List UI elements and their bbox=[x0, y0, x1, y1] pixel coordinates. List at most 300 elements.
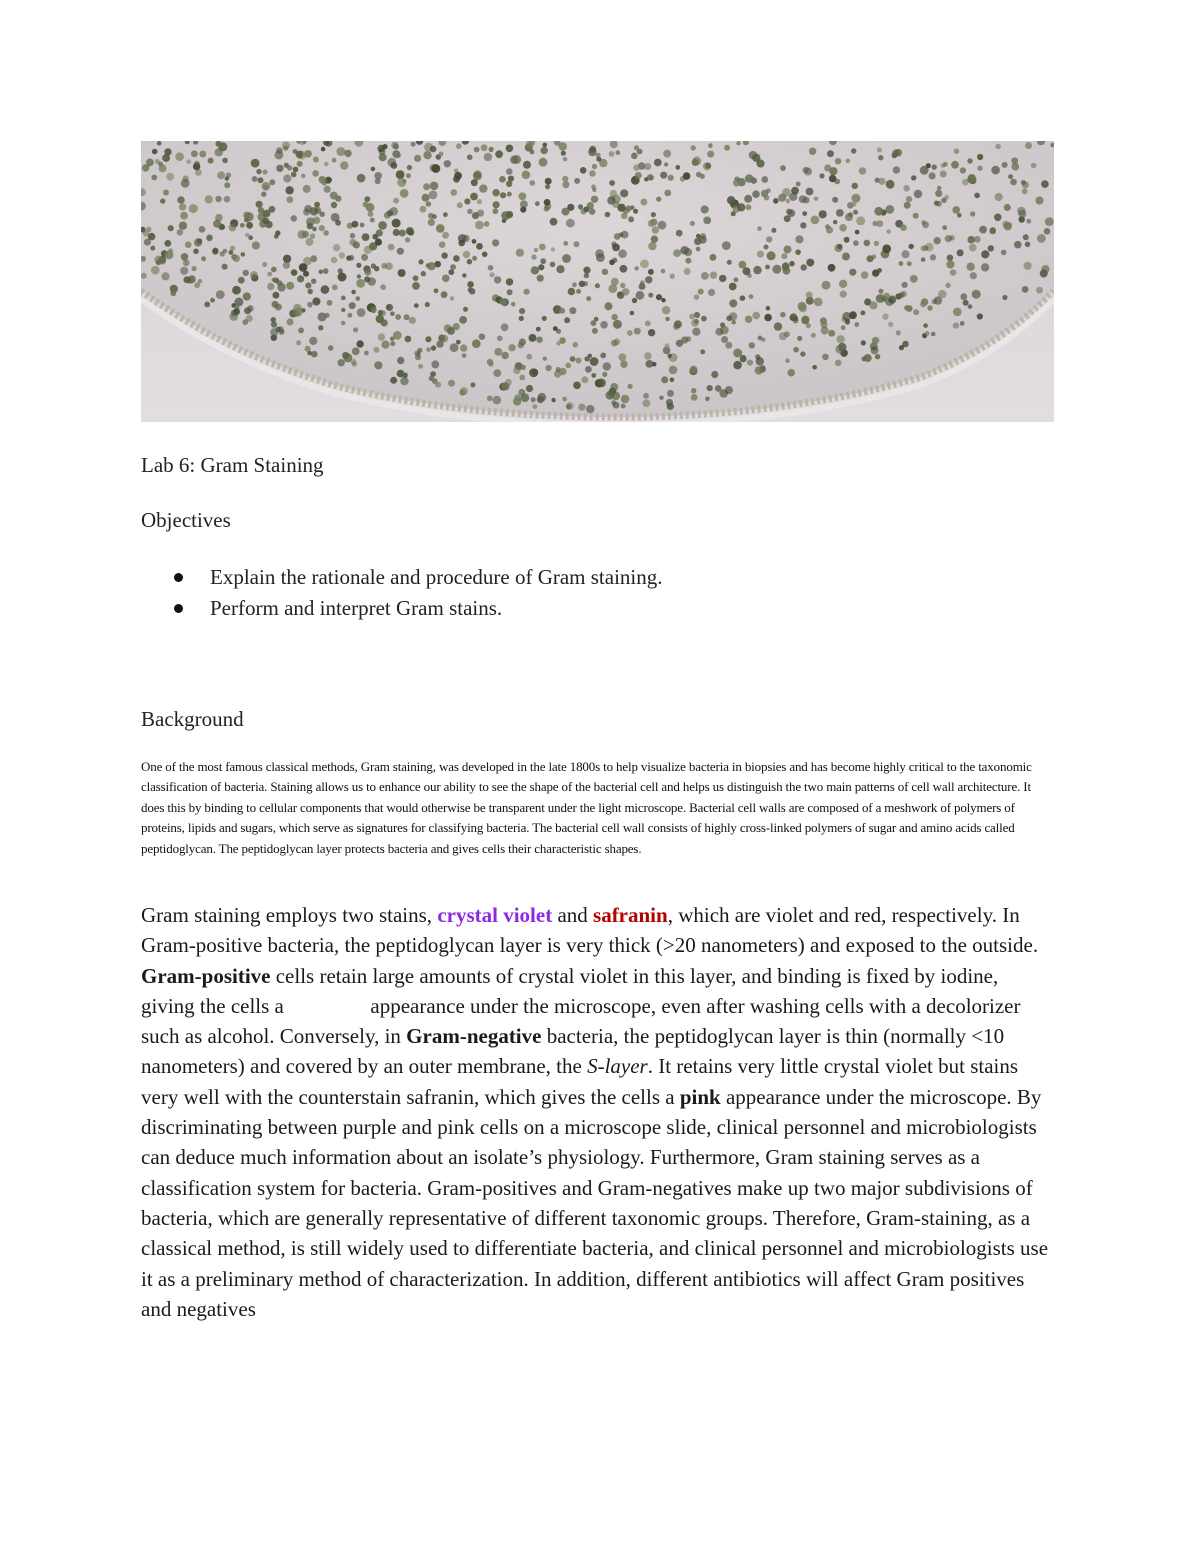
cell-dot bbox=[1026, 219, 1031, 224]
cell-dot bbox=[737, 203, 745, 211]
cell-dot bbox=[441, 291, 448, 298]
cell-dot bbox=[819, 210, 827, 218]
cell-dot bbox=[224, 182, 230, 188]
cell-dot bbox=[725, 342, 732, 349]
cell-dot bbox=[426, 201, 432, 207]
cell-dot bbox=[217, 171, 225, 179]
cell-dot bbox=[757, 251, 764, 258]
cell-dot bbox=[286, 318, 293, 325]
cell-dot bbox=[406, 173, 411, 178]
cell-dot bbox=[652, 362, 657, 367]
cell-dot bbox=[595, 249, 604, 258]
cell-dot bbox=[800, 351, 805, 356]
cell-dot bbox=[212, 248, 219, 255]
cell-dot bbox=[752, 190, 760, 198]
cell-dot bbox=[431, 345, 436, 350]
cell-dot bbox=[835, 360, 842, 367]
list-item bbox=[173, 593, 663, 624]
cell-dot bbox=[543, 143, 548, 148]
cell-dot bbox=[180, 267, 188, 275]
cell-dot bbox=[364, 276, 370, 282]
cell-dot bbox=[747, 274, 751, 278]
cell-dot bbox=[659, 396, 663, 400]
cell-dot bbox=[974, 193, 980, 199]
cell-dot bbox=[576, 289, 581, 294]
cell-dot bbox=[923, 323, 928, 328]
cell-dot bbox=[812, 365, 817, 370]
cell-dot bbox=[941, 163, 946, 168]
cell-dot bbox=[530, 150, 535, 155]
cell-dot bbox=[849, 269, 856, 276]
cell-dot bbox=[324, 162, 329, 167]
cell-dot bbox=[864, 354, 872, 362]
cell-dot bbox=[977, 154, 983, 160]
cell-dot bbox=[521, 393, 530, 402]
cell-dot bbox=[284, 163, 289, 168]
cell-dot bbox=[417, 348, 422, 353]
cell-dot bbox=[796, 182, 801, 187]
cell-dot bbox=[785, 358, 790, 363]
cell-dot bbox=[374, 266, 379, 271]
cell-dot bbox=[581, 376, 588, 383]
cell-dot bbox=[727, 260, 732, 265]
cell-dot bbox=[566, 219, 575, 228]
cell-dot bbox=[475, 221, 484, 230]
cell-dot bbox=[267, 272, 272, 277]
cell-dot bbox=[267, 283, 274, 290]
text-run: and bbox=[552, 903, 594, 927]
cell-dot bbox=[429, 376, 434, 381]
cell-dot bbox=[612, 244, 620, 252]
cell-dot bbox=[380, 284, 386, 290]
cell-dot bbox=[779, 332, 787, 340]
cell-dot bbox=[378, 221, 387, 230]
cell-dot bbox=[564, 317, 570, 323]
cell-dot bbox=[451, 189, 458, 196]
cell-dot bbox=[701, 316, 707, 322]
cell-dot bbox=[631, 153, 638, 160]
cell-dot bbox=[458, 240, 465, 247]
cell-dot bbox=[352, 362, 357, 367]
cell-dot bbox=[635, 172, 642, 179]
cell-dot bbox=[556, 265, 564, 273]
cell-dot bbox=[189, 204, 198, 213]
cell-dot bbox=[423, 183, 430, 190]
cell-dot bbox=[602, 372, 607, 377]
cell-dot bbox=[932, 164, 937, 169]
cell-dot bbox=[689, 314, 695, 320]
cell-dot bbox=[667, 390, 674, 397]
cell-dot bbox=[392, 219, 401, 228]
cell-dot bbox=[837, 244, 842, 249]
cell-dot bbox=[381, 263, 387, 269]
cell-dot bbox=[739, 261, 747, 269]
cell-dot bbox=[591, 196, 598, 203]
cell-dot bbox=[420, 206, 427, 213]
cell-dot bbox=[574, 241, 580, 247]
cell-dot bbox=[185, 241, 192, 248]
cell-dot bbox=[1023, 234, 1029, 240]
cell-dot bbox=[450, 296, 454, 300]
cell-dot bbox=[1018, 210, 1026, 218]
cell-dot bbox=[398, 269, 406, 277]
cell-dot bbox=[600, 321, 608, 329]
cell-dot bbox=[303, 209, 310, 216]
cell-dot bbox=[942, 225, 947, 230]
cell-dot bbox=[511, 302, 516, 307]
cell-dot bbox=[551, 398, 555, 402]
cell-dot bbox=[804, 168, 812, 176]
cell-dot bbox=[423, 151, 431, 159]
cell-dot bbox=[766, 236, 772, 242]
cell-dot bbox=[229, 312, 238, 321]
cell-dot bbox=[686, 336, 691, 341]
cell-dot bbox=[1037, 234, 1046, 243]
cell-dot bbox=[945, 235, 952, 242]
cell-dot bbox=[542, 316, 547, 321]
cell-dot bbox=[648, 329, 655, 336]
cell-dot bbox=[953, 322, 959, 328]
cell-dot bbox=[439, 152, 444, 157]
cell-dot bbox=[864, 240, 871, 247]
cell-dot bbox=[141, 273, 147, 279]
cell-dot bbox=[806, 188, 814, 196]
cell-dot bbox=[701, 205, 709, 213]
cell-dot bbox=[811, 216, 820, 225]
cell-dot bbox=[390, 337, 395, 342]
list-item bbox=[173, 562, 663, 593]
cell-dot bbox=[707, 385, 713, 391]
cell-dot bbox=[357, 174, 366, 183]
cell-dot bbox=[301, 174, 305, 178]
cell-dot bbox=[360, 223, 365, 228]
cell-dot bbox=[309, 337, 317, 345]
cell-dot bbox=[311, 279, 316, 284]
cell-dot bbox=[814, 197, 818, 201]
cell-dot bbox=[828, 330, 835, 337]
cell-dot bbox=[457, 202, 463, 208]
cell-dot bbox=[361, 254, 368, 261]
cell-dot bbox=[444, 324, 452, 332]
cell-dot bbox=[853, 210, 858, 215]
cell-dot bbox=[670, 378, 675, 383]
cell-dot bbox=[349, 302, 356, 309]
cell-dot bbox=[972, 290, 981, 299]
cell-dot bbox=[414, 155, 421, 162]
cell-dot bbox=[321, 285, 330, 294]
cell-dot bbox=[852, 183, 858, 189]
cell-dot bbox=[544, 199, 551, 206]
cell-dot bbox=[800, 222, 806, 228]
cell-dot bbox=[576, 358, 582, 364]
cell-dot bbox=[391, 142, 398, 149]
cell-dot bbox=[168, 225, 174, 231]
cell-dot bbox=[664, 162, 668, 166]
cell-dot bbox=[538, 393, 547, 402]
cell-dot bbox=[335, 220, 341, 226]
cell-dot bbox=[331, 202, 337, 208]
cell-dot bbox=[1002, 295, 1007, 300]
cell-dot bbox=[568, 288, 576, 296]
cell-dot bbox=[441, 252, 447, 258]
cell-dot bbox=[766, 306, 771, 311]
cell-dot bbox=[381, 341, 389, 349]
cell-dot bbox=[298, 328, 304, 334]
cell-dot bbox=[562, 176, 568, 182]
cell-dot bbox=[467, 209, 473, 215]
cell-dot bbox=[499, 176, 506, 183]
cell-dot bbox=[968, 304, 973, 309]
cell-dot bbox=[954, 149, 959, 154]
cell-dot bbox=[411, 142, 416, 147]
cell-dot bbox=[393, 198, 399, 204]
cell-dot bbox=[617, 204, 625, 212]
cell-dot bbox=[651, 212, 656, 217]
cell-dot bbox=[595, 283, 600, 288]
cell-dot bbox=[837, 335, 845, 343]
cell-dot bbox=[499, 298, 506, 305]
cell-dot bbox=[338, 273, 347, 282]
cell-dot bbox=[459, 316, 467, 324]
cell-dot bbox=[283, 146, 288, 151]
cell-dot bbox=[774, 322, 782, 330]
cell-dot bbox=[616, 150, 621, 155]
cell-dot bbox=[852, 202, 857, 207]
cell-dot bbox=[306, 238, 314, 246]
cell-dot bbox=[821, 327, 829, 335]
cell-dot bbox=[588, 148, 596, 156]
cell-dot bbox=[397, 357, 404, 364]
cell-dot bbox=[1006, 222, 1012, 228]
cell-dot bbox=[904, 202, 911, 209]
cell-dot bbox=[579, 281, 585, 287]
cell-dot bbox=[1024, 262, 1032, 270]
cell-dot bbox=[472, 256, 477, 261]
cell-dot bbox=[274, 151, 283, 160]
cell-dot bbox=[855, 230, 860, 235]
text-run: appearance under the microscope. By discriminating between purple and pink cells on a microscope slide, clinical personnel and microbiologists can deduce much information about an isolate’s physiology. Furthermore, Gram staining serves as a classification system for bacteria. Gram-positives and Gram-negatives make up two major subdivisions of bacteria, which are generally representative of different taxonomic groups. Therefore, Gram-staining, as a classical method, is still widely used to differentiate bacteria, and clinical personnel and microbiologists use it as a preliminary method of characterization. In addition, different antibiotics will affect Gram positives and negatives bbox=[141, 1084, 1049, 1321]
cell-dot bbox=[426, 263, 431, 268]
cell-dot bbox=[747, 360, 753, 366]
cell-dot bbox=[418, 259, 423, 264]
cell-dot bbox=[764, 245, 769, 250]
cell-dot bbox=[906, 196, 912, 202]
cell-dot bbox=[715, 385, 722, 392]
cell-dot bbox=[291, 172, 297, 178]
cell-dot bbox=[836, 209, 844, 217]
cell-dot bbox=[180, 212, 188, 220]
cell-dot bbox=[621, 395, 629, 403]
cell-dot bbox=[636, 291, 645, 300]
cell-dot bbox=[995, 144, 1001, 150]
cell-dot bbox=[691, 394, 698, 401]
cell-dot bbox=[882, 313, 888, 319]
cell-dot bbox=[490, 272, 495, 277]
text-run: cells retain large amounts of crystal violet in this layer, and binding is fixed by iodine, giving the cells a bbox=[141, 963, 999, 1018]
cell-dot bbox=[786, 199, 791, 204]
cell-dot bbox=[506, 278, 513, 285]
cell-dot bbox=[297, 275, 304, 282]
cell-dot bbox=[970, 272, 977, 279]
cell-dot bbox=[563, 157, 567, 161]
cell-dot bbox=[596, 153, 601, 158]
cell-dot bbox=[186, 159, 191, 164]
cell-dot bbox=[957, 213, 962, 218]
cell-dot bbox=[450, 264, 456, 270]
cell-dot bbox=[740, 295, 746, 301]
text-run: , which are violet and red, respectively. In Gram-positive bacteria, the peptidoglycan layer is very thick (>20 nanometers) and exposed to the outside. bbox=[141, 903, 1039, 958]
cell-dot bbox=[845, 213, 853, 221]
cell-dot bbox=[744, 195, 752, 203]
cell-dot bbox=[220, 251, 225, 256]
cell-dot bbox=[849, 311, 857, 319]
crystal-violet-term: crystal violet bbox=[437, 903, 553, 927]
cell-dot bbox=[767, 251, 776, 260]
cell-dot bbox=[822, 281, 831, 290]
cell-dot bbox=[995, 193, 1003, 201]
cell-dot bbox=[651, 235, 658, 242]
cell-dot bbox=[376, 229, 383, 236]
cell-dot bbox=[648, 293, 653, 298]
cell-dot bbox=[364, 196, 370, 202]
cell-dot bbox=[472, 239, 477, 244]
cell-dot bbox=[179, 222, 187, 230]
cell-dot bbox=[489, 147, 494, 152]
cell-dot bbox=[733, 361, 742, 370]
cell-dot bbox=[963, 300, 969, 306]
cell-dot bbox=[911, 175, 916, 180]
cell-dot bbox=[665, 317, 669, 321]
cell-dot bbox=[395, 314, 401, 320]
cell-dot bbox=[694, 294, 699, 299]
cell-dot bbox=[230, 246, 235, 251]
cell-dot bbox=[592, 188, 596, 192]
cell-dot bbox=[634, 266, 639, 271]
cell-dot bbox=[193, 249, 199, 255]
cell-dot bbox=[937, 186, 941, 190]
cell-dot bbox=[628, 216, 634, 222]
cell-dot bbox=[913, 213, 919, 219]
cell-dot bbox=[508, 176, 514, 182]
cell-dot bbox=[436, 224, 445, 233]
cell-dot bbox=[611, 314, 617, 320]
cell-dot bbox=[793, 347, 799, 353]
cell-dot bbox=[488, 265, 494, 271]
cell-dot bbox=[243, 270, 249, 276]
cell-dot bbox=[876, 220, 883, 227]
cell-dot bbox=[493, 208, 499, 214]
cell-dot bbox=[531, 397, 536, 402]
cell-dot bbox=[694, 238, 701, 245]
cell-dot bbox=[780, 165, 786, 171]
cell-dot bbox=[640, 199, 647, 206]
cell-dot bbox=[243, 292, 251, 300]
cell-dot bbox=[339, 252, 345, 258]
cell-dot bbox=[526, 354, 532, 360]
cell-dot bbox=[404, 314, 410, 320]
cell-dot bbox=[477, 199, 482, 204]
cell-dot bbox=[780, 312, 786, 318]
cell-dot bbox=[888, 322, 893, 327]
cell-dot bbox=[633, 209, 638, 214]
cell-dot bbox=[941, 198, 947, 204]
cell-dot bbox=[181, 253, 189, 261]
cell-dot bbox=[611, 340, 618, 347]
cell-dot bbox=[640, 280, 645, 285]
cell-dot bbox=[628, 384, 633, 389]
cell-dot bbox=[516, 249, 524, 257]
cell-dot bbox=[788, 209, 796, 217]
cell-dot bbox=[206, 235, 213, 242]
cell-dot bbox=[520, 207, 526, 213]
cell-dot bbox=[413, 275, 419, 281]
cell-dot bbox=[501, 211, 510, 220]
cell-dot bbox=[856, 216, 865, 225]
cell-dot bbox=[643, 393, 649, 399]
cell-dot bbox=[874, 241, 879, 246]
cell-dot bbox=[298, 230, 307, 239]
main-paragraph bbox=[141, 900, 1056, 1324]
cell-dot bbox=[802, 211, 807, 216]
cell-dot bbox=[1025, 242, 1031, 248]
cell-dot bbox=[526, 141, 532, 147]
cell-dot bbox=[546, 365, 552, 371]
cell-dot bbox=[350, 233, 355, 238]
cell-dot bbox=[405, 237, 410, 242]
cell-dot bbox=[692, 156, 701, 165]
cell-dot bbox=[588, 354, 592, 358]
cell-dot bbox=[262, 262, 267, 267]
cell-dot bbox=[357, 308, 366, 317]
cell-dot bbox=[708, 143, 713, 148]
cell-dot bbox=[953, 308, 962, 317]
cell-dot bbox=[674, 320, 682, 328]
cell-dot bbox=[691, 319, 699, 327]
cell-dot bbox=[597, 379, 606, 388]
cell-dot bbox=[757, 226, 762, 231]
cell-dot bbox=[952, 206, 960, 214]
cell-dot bbox=[246, 222, 253, 229]
cell-dot bbox=[892, 149, 899, 156]
cell-dot bbox=[586, 296, 591, 301]
cell-dot bbox=[700, 233, 706, 239]
cell-dot bbox=[648, 220, 655, 227]
cell-dot bbox=[390, 377, 397, 384]
cell-dot bbox=[356, 263, 361, 268]
cell-dot bbox=[523, 161, 531, 169]
cell-dot bbox=[442, 232, 449, 239]
cell-dot bbox=[536, 337, 542, 343]
cell-dot bbox=[755, 366, 763, 374]
cell-dot bbox=[493, 201, 500, 208]
cell-dot bbox=[285, 186, 293, 194]
cell-dot bbox=[680, 246, 689, 255]
cell-dot bbox=[522, 171, 531, 180]
cell-dot bbox=[314, 202, 320, 208]
cell-dot bbox=[814, 298, 823, 307]
cell-dot bbox=[765, 265, 770, 270]
cell-dot bbox=[960, 293, 967, 300]
cell-dot bbox=[323, 268, 329, 274]
cell-dot bbox=[700, 174, 705, 179]
cell-dot bbox=[859, 167, 866, 174]
cell-dot bbox=[429, 191, 438, 200]
cell-dot bbox=[216, 290, 225, 299]
cell-dot bbox=[703, 217, 711, 225]
cell-dot bbox=[869, 301, 877, 309]
cell-dot bbox=[584, 273, 589, 278]
cell-dot bbox=[663, 150, 671, 158]
